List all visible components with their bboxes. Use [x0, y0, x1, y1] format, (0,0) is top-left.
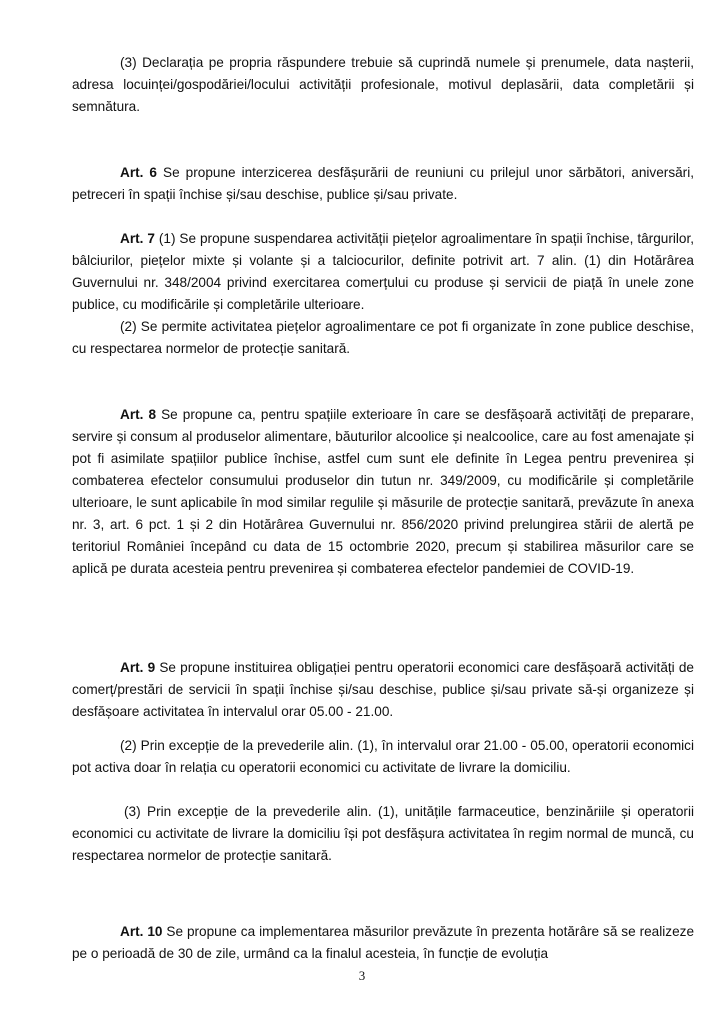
article-text: Se propune interzicerea desfășurării de reuniuni cu prilejul unor sărbători, aniversări, petreceri în spații închise și/sau deschise, publice și/sau private.: [72, 165, 694, 202]
article-label: Art. 8: [120, 407, 157, 422]
article-text: Se propune instituirea obligației pentru operatorii economici care desfășoară activități de comerț/prestări de servicii în spații închise și/sau deschise, publice și/sau private să-și organizeze și desfășoare activitatea în intervalul orar 05.00 - 21.00.: [72, 660, 694, 719]
article-label: Art. 7: [120, 231, 155, 246]
article-label: Art. 10: [120, 924, 163, 939]
paragraph-declaration: (3) Declarația pe propria răspundere trebuie să cuprindă numele și prenumele, data nașterii, adresa locuinței/gospodăriei/locului activității profesionale, motivul deplasării, data completării și semnătura.: [72, 55, 694, 114]
paragraph-art-8: [72, 404, 694, 580]
paragraph-art-10: [72, 921, 694, 965]
article-text: Se propune ca, pentru spațiile exterioare în care se desfășoară activități de preparare, servire și consum al produselor alimentare, băuturilor alcoolice și nealcoolice, care au fost amenajate și pot fi asimilate spațiilor publice închise, astfel cum sunt ele definite în Legea pentru prevenirea și combaterea efectelor consumului produselor din tutun nr. 349/2009, cu modificările și completările ulterioare, le sunt aplicabile în mod similar regulile și măsurile de protecție sanitară, prevăzute în anexa nr. 3, art. 6 pct. 1 și 2 din Hotărârea Guvernului nr. 856/2020 privind prelungirea stării de alertă pe teritoriul României începând cu data de 15 octombrie 2020, precum și stabilirea măsurilor care se aplică pe durata acesteia pentru prevenirea și combaterea efectelor pandemiei de COVID-19.: [72, 407, 694, 576]
paragraph-art-7: [72, 228, 694, 316]
article-label: Art. 9: [120, 660, 156, 675]
article-label: Art. 6: [120, 165, 157, 180]
paragraph-art-9-3: (3) Prin excepție de la prevederile alin. (1), unitățile farmaceutice, benzinăriile și operatorii economici cu activitate de livrare la domiciliu își pot desfășura activitatea în regim normal de muncă, cu respectarea normelor de protecție sanitară.: [72, 804, 694, 863]
paragraph-art-7-2: (2) Se permite activitatea piețelor agroalimentare ce pot fi organizate în zone publice deschise, cu respectarea normelor de protecție sanitară.: [72, 319, 694, 356]
article-text: Se propune ca implementarea măsurilor prevăzute în prezenta hotărâre să se realizeze pe o perioadă de 30 de zile, urmând ca la finalul acesteia, în funcție de evoluția: [72, 924, 694, 961]
article-text: (1) Se propune suspendarea activității piețelor agroalimentare în spații închise, târgurilor, bâlciurilor, piețelor mixte și volante și a talciocurilor, definite potrivit art. 7 alin. (1) din Hotărârea Guvernului nr. 348/2004 privind exercitarea comerțului cu produse și servicii de piață în unele zone publice, cu modificările și completările ulterioare.: [72, 231, 695, 312]
paragraph-art-6: [72, 162, 694, 206]
paragraph-art-9: [72, 657, 694, 723]
paragraph-art-9-2: (2) Prin excepție de la prevederile alin. (1), în intervalul orar 21.00 - 05.00, operatorii economici pot activa doar în relația cu operatorii economici cu activitate de livrare la domiciliu.: [72, 738, 694, 775]
page-number: 3: [358, 968, 366, 983]
